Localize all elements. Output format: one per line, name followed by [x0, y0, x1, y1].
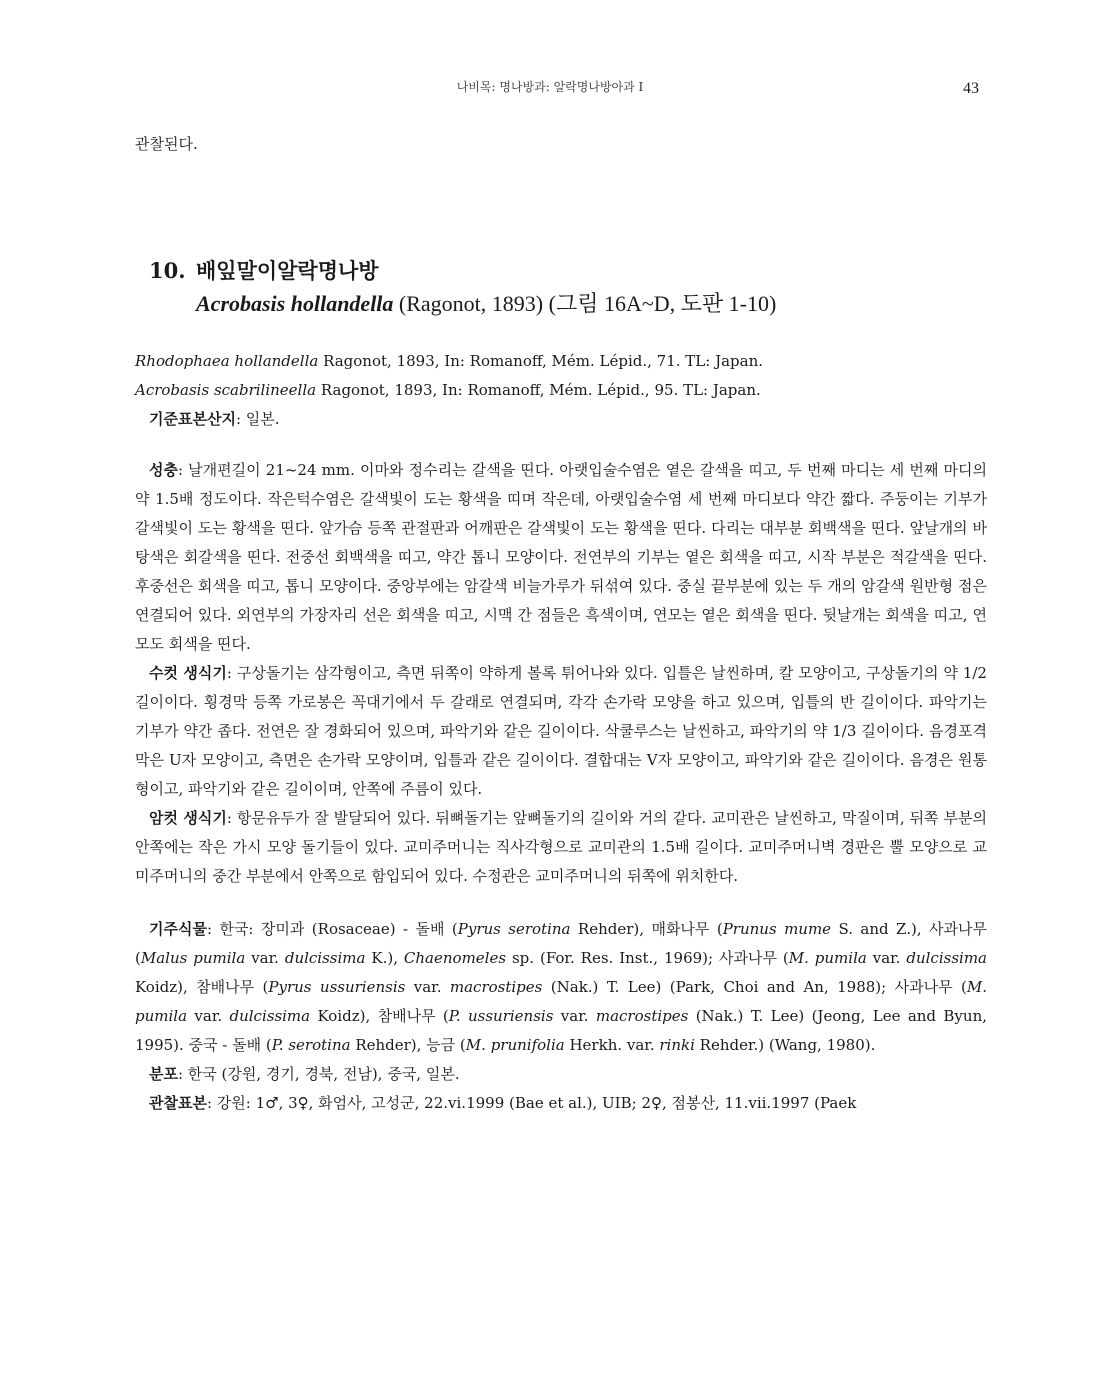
host-taxon-name: M. pumila	[788, 949, 867, 967]
female-genitalia-text: : 항문유두가 잘 발달되어 있다. 뒤뼈돌기는 앞뼈돌기의 길이와 거의 같다. 교미관은 날씬하고, 막질이며, 뒤쪽 부분의 안쪽에는 작은 가시 모양 돌기들이 있다. 교미주머니는 직사각형으로 교미관의 1.5배 길이다. 교미주머니벽 경판은 뿔 모양으로 교미주머니의 중간 부분에서 안쪽으로 함입되어 있다. 수정관은 교미주머니의 뒤쪽에 위치한다.	[135, 809, 987, 885]
synonym-citation: Ragonot, 1893, In: Romanoff, Mém. Lépid., 95. TL: Japan.	[316, 381, 761, 399]
host-text-segment: Koidz), 참배나무 (	[310, 1007, 449, 1025]
host-taxon-name: Pyrus ussuriensis	[268, 978, 406, 996]
host-text-segment: Rehder), 매화나무 (	[570, 920, 723, 938]
host-taxon-name: Prunus mume	[722, 920, 832, 938]
species-heading	[149, 255, 987, 321]
synonym-name: Acrobasis scabrilineella	[135, 381, 317, 399]
page-body	[135, 130, 987, 1118]
ecology-block	[135, 915, 987, 1118]
host-text-segment: Koidz), 참배나무 (	[135, 978, 269, 996]
synonym-citation: Ragonot, 1893, In: Romanoff, Mém. Lépid., 71. TL: Japan.	[318, 352, 764, 370]
distribution-text: : 한국 (강원, 경기, 경북, 전남), 중국, 일본.	[177, 1065, 460, 1083]
host-text-segment: Herkh. var.	[564, 1036, 660, 1054]
type-locality-text: : 일본.	[235, 410, 280, 428]
specimens-label: 관찰표본	[149, 1094, 207, 1112]
host-taxon-name: Pyrus serotina	[457, 920, 571, 938]
host-text-segment: var.	[187, 1007, 230, 1025]
type-locality-label: 기준표본산지	[149, 410, 236, 428]
adult-text: : 날개편길이 21~24 mm. 이마와 정수리는 갈색을 띤다. 아랫입술수염은 옅은 갈색을 띠고, 두 번째 마디는 세 번째 마디의 약 1.5배 정도이다. 작은턱수염은 갈색빛이 도는 황색을 띠며 작은데, 아랫입술수염 세 번째 마디보다 약간 짧다. 주둥이는 기부가 갈색빛이 도는 황색을 띤다. 앞가슴 등쪽 관절판과 어깨판은 갈색빛이 도는 황색을 띤다. 다리는 대부분 회백색을 띤다. 앞날개의 바탕색은 회갈색을 띤다. 전중선 회백색을 띠고, 약간 톱니 모양이다. 전연부의 기부는 옅은 회색을 띠고, 시작 부분은 적갈색을 띤다. 후중선은 회색을 띠고, 톱니 모양이다. 중앙부에는 암갈색 비늘가루가 뒤섞여 있다. 중실 끝부분에 있는 두 개의 암갈색 원반형 점은 연결되어 있다. 외연부의 가장자리 선은 회색을 띠고, 시맥 간 점들은 흑색이며, 연모는 옅은 회색을 띤다. 뒷날개는 회색을 띠고, 연모도 회색을 띤다.	[135, 461, 987, 653]
host-text-segment: var.	[866, 949, 907, 967]
host-text-segment: (Nak.) T. Lee) (Park, Choi and An, 1988); 사과나무 (	[542, 978, 967, 996]
adult-paragraph	[135, 456, 987, 659]
host-taxon-name: P. ussuriensis	[448, 1007, 554, 1025]
female-genitalia-paragraph	[135, 804, 987, 891]
distribution-label: 분포	[149, 1065, 178, 1083]
host-taxon-name: Chaenomeles	[403, 949, 507, 967]
host-taxon-name: dulcissima	[284, 949, 366, 967]
adult-label: 성충	[149, 461, 178, 479]
host-text-segment: var.	[245, 949, 285, 967]
host-text-segment: sp. (For. Res. Inst., 1969); 사과나무 (	[506, 949, 789, 967]
species-number: 10.	[149, 258, 186, 283]
host-taxon-name: Malus pumila	[140, 949, 246, 967]
page-number: 43	[963, 80, 979, 97]
species-latin-name: Acrobasis hollandella	[196, 291, 394, 316]
male-genitalia-paragraph	[135, 659, 987, 804]
running-title: 나비목: 명나방과: 알락명나방아과 I	[456, 80, 644, 94]
male-genitalia-label: 수컷 생식기	[149, 664, 227, 682]
host-taxon-name: macrostipes	[595, 1007, 689, 1025]
host-taxon-name: dulcissima	[906, 949, 987, 967]
host-text-segment: var.	[405, 978, 450, 996]
distribution-paragraph	[135, 1060, 987, 1089]
host-plants-label: 기주식물	[149, 920, 207, 938]
host-text-segment: S. and Z.), 사과나무 (	[135, 920, 987, 967]
host-text-segment: Rehder.) (Wang, 1980).	[694, 1036, 876, 1054]
host-plants-text	[135, 920, 987, 1054]
synonym-entry	[135, 376, 987, 405]
host-text-segment: var.	[553, 1007, 596, 1025]
species-author: (Ragonot, 1893) (그림 16A~D, 도판 1-10)	[393, 291, 777, 316]
host-taxon-name: M. pumila	[135, 978, 988, 1025]
male-genitalia-text: : 구상돌기는 삼각형이고, 측면 뒤쪽이 약하게 볼록 튀어나와 있다. 입틀은 날씬하며, 칼 모양이고, 구상돌기의 약 1/2 길이이다. 횡경막 등쪽 가로봉은 꼭대기에서 두 갈래로 연결되며, 각각 손가락 모양을 하고 있으며, 입틀의 반 길이이다. 파악기는 기부가 약간 좁다. 전연은 잘 경화되어 있으며, 파악기와 같은 길이이다. 삭쿨루스는 날씬하고, 파악기의 약 1/3 길이이다. 음경포격막은 U자 모양이고, 측면은 손가락 모양이며, 입틀과 같은 길이이다. 결합대는 V자 모양이고, 파악기와 같은 길이이다. 음경은 원통형이고, 파악기와 같은 길이이며, 안쪽에 주름이 있다.	[135, 664, 987, 798]
host-taxon-name: dulcissima	[229, 1007, 311, 1025]
specimens-paragraph	[135, 1089, 987, 1118]
host-text-segment: K.),	[365, 949, 404, 967]
description-block	[135, 456, 987, 891]
species-korean-name: 배잎말이알락명나방	[196, 258, 379, 283]
host-text-segment: Rehder), 능금 (	[350, 1036, 466, 1054]
host-taxon-name: rinki	[659, 1036, 695, 1054]
synonym-list	[135, 347, 987, 434]
female-genitalia-label: 암컷 생식기	[149, 809, 227, 827]
host-text-segment: (Nak.) T. Lee) (Jeong, Lee and Byun, 1995). 중국 - 돌배 (	[135, 1007, 987, 1054]
host-taxon-name: P. serotina	[271, 1036, 351, 1054]
host-taxon-name: macrostipes	[449, 978, 543, 996]
host-text-segment: : 한국: 장미과 (Rosaceae) - 돌배 (	[206, 920, 458, 938]
synonym-entry	[135, 347, 987, 376]
type-locality	[135, 405, 987, 434]
host-plants-paragraph	[135, 915, 987, 1060]
host-taxon-name: M. prunifolia	[465, 1036, 565, 1054]
synonym-name: Rhodophaea hollandella	[135, 352, 319, 370]
specimens-text: : 강원: 1♂, 3♀, 화엄사, 고성군, 22.vi.1999 (Bae et al.), UIB; 2♀, 점봉산, 11.vii.1997 (Paek	[206, 1094, 857, 1112]
continuation-text: 관찰된다.	[135, 135, 198, 153]
